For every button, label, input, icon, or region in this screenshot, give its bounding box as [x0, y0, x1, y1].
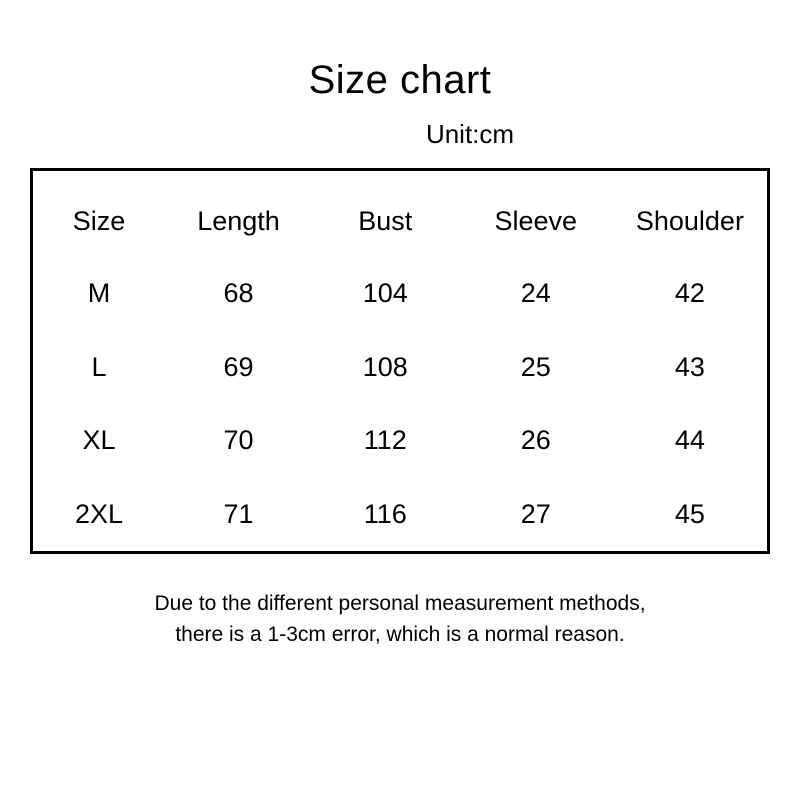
cell-shoulder: 42 — [674, 278, 705, 309]
table-header-row — [33, 171, 767, 257]
measurement-note — [0, 588, 800, 650]
column-header-size: Size — [72, 205, 126, 236]
cell-length: 68 — [223, 278, 254, 309]
cell-sleeve: 25 — [520, 351, 551, 382]
measurement-note-line-2: there is a 1-3cm error, which is a normal reason. — [175, 623, 625, 646]
column-header-bust: Bust — [358, 205, 413, 236]
measurement-note-line-1: Due to the different personal measurement methods, — [154, 592, 646, 615]
cell-sleeve: 24 — [520, 278, 551, 309]
cell-shoulder: 44 — [674, 425, 705, 456]
cell-sleeve: 26 — [520, 425, 551, 456]
cell-bust: 112 — [363, 425, 407, 456]
column-header-shoulder: Shoulder — [635, 205, 744, 236]
cell-size: 2XL — [75, 498, 124, 529]
cell-size: M — [87, 278, 111, 309]
cell-bust: 116 — [363, 498, 407, 529]
cell-length: 69 — [223, 351, 254, 382]
cell-length: 70 — [223, 425, 254, 456]
column-header-sleeve: Sleeve — [494, 205, 578, 236]
table-row — [33, 257, 767, 331]
size-table-container — [30, 168, 770, 554]
cell-shoulder: 45 — [674, 498, 705, 529]
table-row — [33, 404, 767, 478]
table-header — [33, 171, 767, 257]
page-title: Size chart — [308, 58, 492, 102]
cell-sleeve: 27 — [520, 498, 551, 529]
cell-bust: 104 — [362, 278, 408, 309]
table-row — [33, 331, 767, 405]
table-body — [33, 257, 767, 551]
column-header-length: Length — [197, 205, 280, 236]
cell-size: L — [91, 351, 107, 382]
cell-size: XL — [82, 425, 116, 456]
cell-bust: 108 — [362, 351, 408, 382]
unit-label: Unit:cm — [425, 119, 515, 149]
cell-shoulder: 43 — [674, 351, 705, 382]
table-row — [33, 478, 767, 552]
size-table — [33, 171, 767, 551]
cell-length: 71 — [223, 498, 254, 529]
